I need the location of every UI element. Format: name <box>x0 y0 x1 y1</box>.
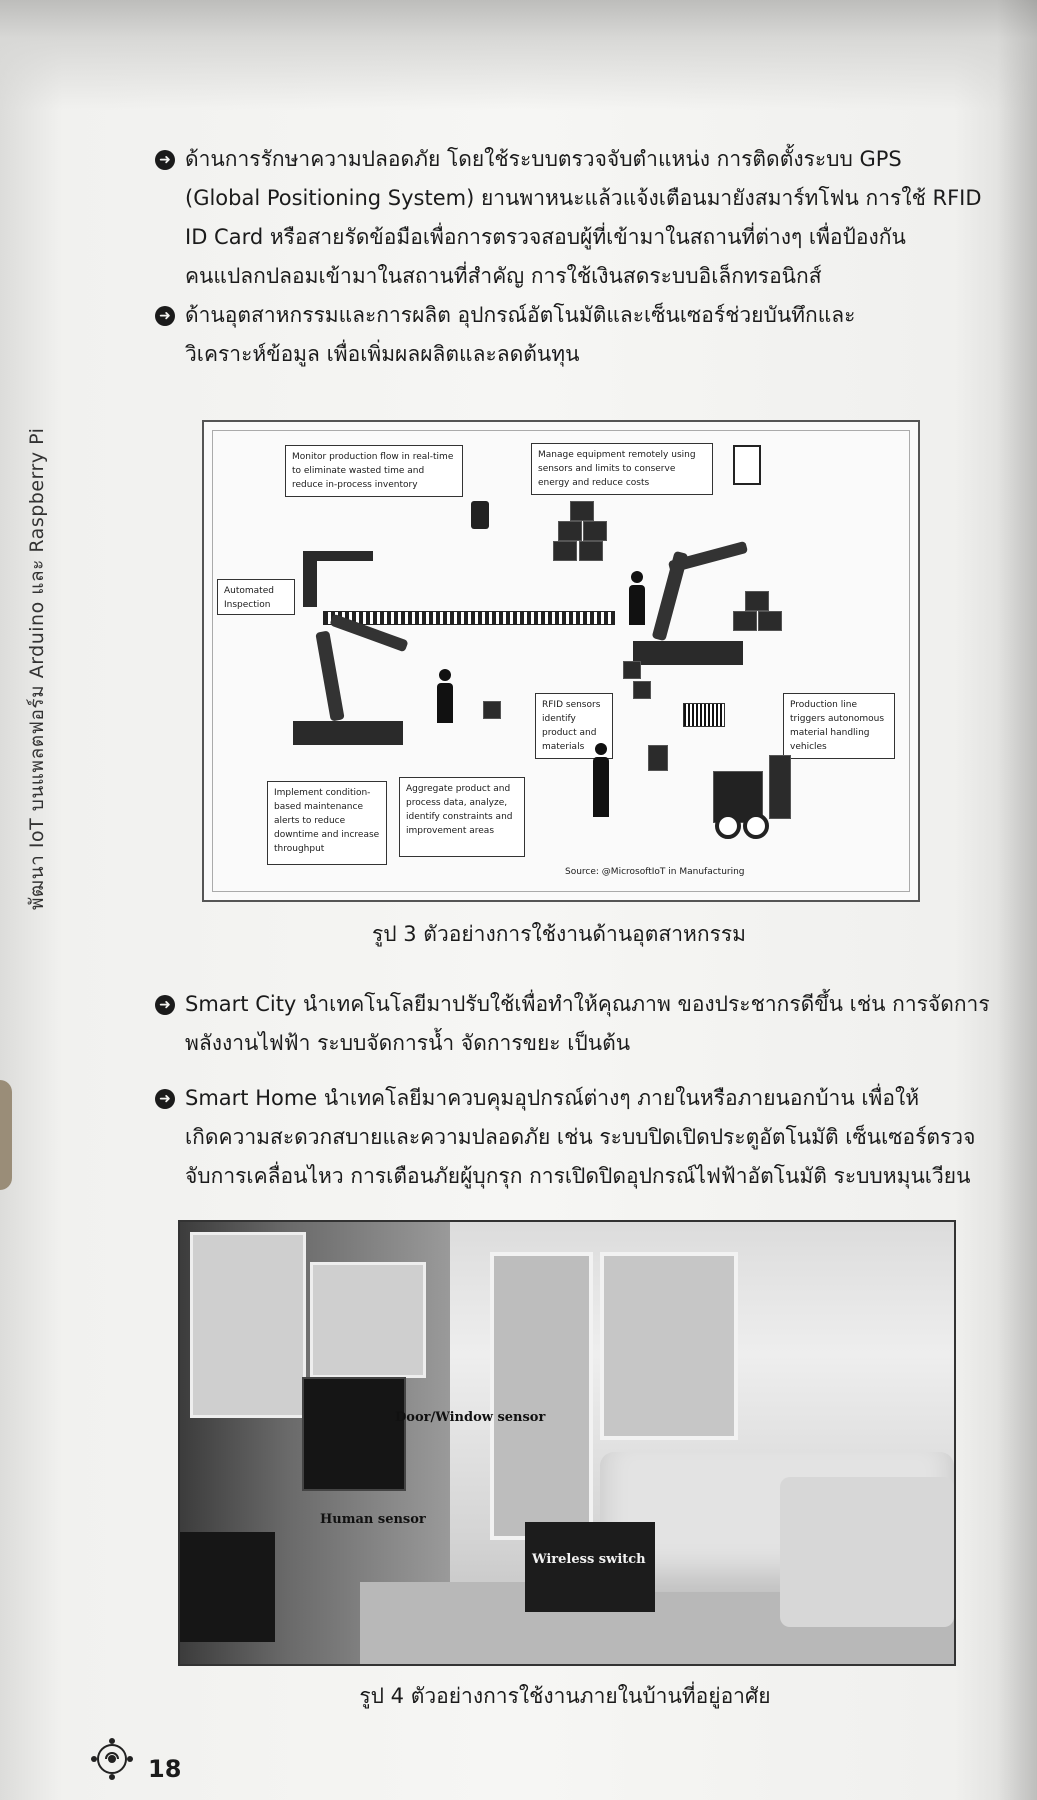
callout-monitor: Monitor production flow in real-time to eliminate wasted time and reduce in-process inventory <box>285 445 463 497</box>
product-box <box>623 661 641 679</box>
bullet-line: คนแปลกปลอมเข้ามาในสถานที่สำคัญ การใช้เงินสดระบบอิเล็กทรอนิกส์ <box>185 264 822 288</box>
bullet-line: Smart City นำเทคโนโลยีมาปรับใช้เพื่อทำให้คุณภาพ ของประชากรดีขึ้น เช่น การจัดการ <box>185 992 990 1016</box>
label-door-window-sensor: Door/Window sensor <box>395 1410 546 1425</box>
arrow-bullet-icon: ➜ <box>155 150 175 170</box>
worker-icon <box>631 571 643 583</box>
product-box <box>570 501 594 521</box>
inspection-gate-top <box>303 551 373 561</box>
arrow-bullet-icon: ➜ <box>155 1089 175 1109</box>
window-pane <box>190 1232 306 1418</box>
coffee-table <box>525 1522 655 1612</box>
product-box <box>483 701 501 719</box>
label-human-sensor: Human sensor <box>320 1512 426 1527</box>
bullet-list-bottom <box>155 985 1005 1196</box>
product-box <box>745 591 769 611</box>
bullet-line: ด้านอุตสาหกรรมและการผลิต อุปกรณ์อัตโนมัติและเซ็นเซอร์ช่วยบันทึกและ <box>185 303 856 327</box>
bullet-line: วิเคราะห์ข้อมูล เพื่อเพิ่มผลผลิตและลดต้นทุน <box>185 342 580 366</box>
callout-aggregate: Aggregate product and process data, analyze, identify constraints and improvement areas <box>399 777 525 857</box>
sofa-section <box>780 1477 954 1627</box>
worker-icon <box>437 683 453 723</box>
binding-mark <box>0 1080 12 1190</box>
forklift-icon <box>769 755 791 819</box>
tablet-icon <box>471 501 489 529</box>
robot-arm <box>315 630 344 721</box>
figure-3-caption: รูป 3 ตัวอย่างการใช้งานด้านอุตสาหกรรม <box>371 922 746 946</box>
bullet-line: ด้านการรักษาความปลอดภัย โดยใช้ระบบตรวจจับตำแหน่ง การติดตั้งระบบ GPS <box>185 147 902 171</box>
bullet-industry <box>155 296 1005 374</box>
bullet-line: ID Card หรือสายรัดข้อมือเพื่อการตรวจสอบผู้ที่เข้ามาในสถานที่ต่างๆ เพื่อป้องกัน <box>185 225 906 249</box>
forklift-wheel-icon <box>743 813 769 839</box>
product-box <box>648 745 668 771</box>
thermostat-icon <box>733 445 761 485</box>
bullet-smart-home <box>155 1079 1005 1196</box>
callout-manage: Manage equipment remotely using sensors and limits to conserve energy and reduce costs <box>531 443 713 495</box>
product-box <box>558 521 582 541</box>
page-number: 18 <box>148 1755 182 1783</box>
worker-icon <box>595 743 607 755</box>
figure-frame <box>212 430 910 892</box>
bullet-security <box>155 140 1005 296</box>
product-box <box>633 681 651 699</box>
robot-arm-base <box>633 641 743 665</box>
product-box <box>579 541 603 561</box>
bullet-line: (Global Positioning System) ยานพาหนะแล้วแจ้งเตือนมายังสมาร์ทโฟน การใช้ RFID <box>185 186 982 210</box>
arrow-bullet-icon: ➜ <box>155 995 175 1015</box>
speaker-cabinet <box>180 1532 275 1642</box>
bullet-line: จับการเคลื่อนไหว การเตือนภัยผู้บุกรุก การเปิดปิดอุปกรณ์ไฟฟ้าอัตโนมัติ ระบบหมุนเวียน <box>185 1164 971 1188</box>
barcode-icon <box>683 703 725 727</box>
bullet-smart-city <box>155 985 1005 1063</box>
product-box <box>583 521 607 541</box>
bullet-line: เกิดความสะดวกสบายและความปลอดภัย เช่น ระบบปิดเปิดประตูอัตโนมัติ เซ็นเซอร์ตรวจ <box>185 1125 976 1149</box>
television <box>302 1377 406 1491</box>
bullet-line: Smart Home นำเทคโลยีมาควบคุมอุปกรณ์ต่างๆ ภายในหรือภายนอกบ้าน เพื่อให้ <box>185 1086 920 1110</box>
bullet-list-top <box>155 140 1005 374</box>
forklift-wheel-icon <box>715 813 741 839</box>
callout-maintenance: Implement condition-based maintenance alerts to reduce downtime and increase throughput <box>267 781 387 865</box>
figure-4-caption: รูป 4 ตัวอย่างการใช้งานภายในบ้านที่อยู่อาศัย <box>359 1684 771 1708</box>
worker-icon <box>593 757 609 817</box>
bullet-line: พลังงานไฟฟ้า ระบบจัดการน้ำ จัดการขยะ เป็นต้น <box>185 1031 631 1055</box>
product-box <box>733 611 757 631</box>
smart-home-photo <box>178 1220 956 1666</box>
product-box <box>758 611 782 631</box>
callout-inspection: Automated Inspection <box>217 579 295 615</box>
tall-window <box>490 1252 593 1540</box>
iot-logo-icon <box>88 1735 136 1783</box>
callout-production: Production line triggers autonomous material handling vehicles <box>783 693 895 759</box>
arrow-bullet-icon: ➜ <box>155 306 175 326</box>
label-wireless-switch: Wireless switch <box>532 1552 646 1567</box>
industrial-iot-figure <box>202 420 920 902</box>
product-box <box>553 541 577 561</box>
callout-rfid: RFID sensors identify product and materials <box>535 693 613 759</box>
window-pane <box>310 1262 426 1378</box>
worker-icon <box>439 669 451 681</box>
figure-source: Source: @MicrosoftIoT in Manufacturing <box>565 867 745 877</box>
robot-arm-base <box>293 721 403 745</box>
tall-window <box>600 1252 738 1440</box>
page-top-shadow <box>0 0 1037 110</box>
worker-icon <box>629 585 645 625</box>
running-side-title: พัฒนา IoT บนแพลตฟอร์ม Arduino และ Raspberry Pi <box>26 427 48 910</box>
conveyor-belt <box>323 611 615 625</box>
